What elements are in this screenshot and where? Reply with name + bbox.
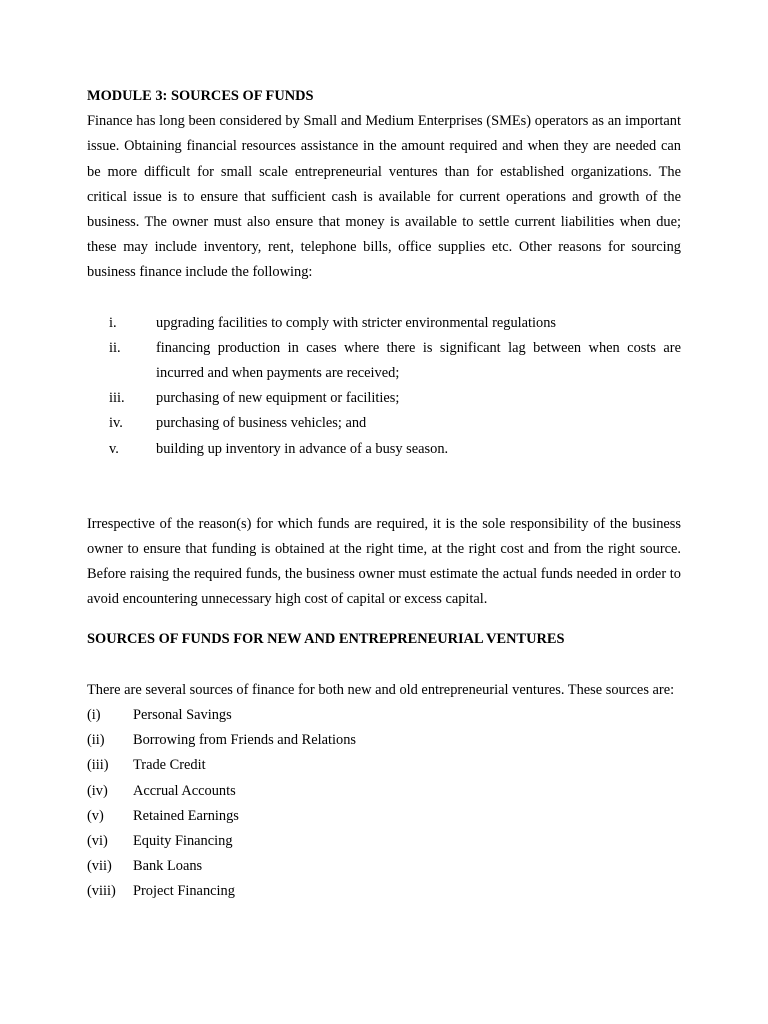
list-item-number: iv. — [109, 415, 123, 432]
spacer — [87, 613, 681, 627]
list-item — [87, 728, 681, 753]
list-item-number: (i) — [87, 707, 101, 724]
list-item — [87, 804, 681, 829]
responsibility-paragraph: Irrespective of the reason(s) for which funds are required, it is the sole responsibility of the business owner to ensure that funding is obtained at the right time, at the right cost and from the right source. Before raising the required funds, the business owner must estimate the actual funds needed in order to avoid encountering unnecessary high cost of capital or excess capital. — [87, 515, 681, 608]
list-item-number: (iii) — [87, 757, 109, 774]
list-item-number: (viii) — [87, 883, 116, 900]
list-item-number: v. — [109, 440, 119, 457]
list-item — [87, 336, 681, 386]
list-item-text: Trade Credit — [133, 757, 206, 774]
list-item-number: (iv) — [87, 782, 108, 799]
list-item-number: (v) — [87, 807, 104, 824]
list-item — [87, 311, 681, 336]
list-item — [87, 854, 681, 879]
list-item-text: financing production in cases where there is significant lag between when costs are incurred and when payments are received; — [156, 339, 681, 382]
spacer — [87, 652, 681, 678]
list-item-text: upgrading facilities to comply with stricter environmental regulations — [156, 314, 557, 331]
section-heading: SOURCES OF FUNDS FOR NEW AND ENTREPRENEURIAL VENTURES — [87, 630, 565, 647]
list-item — [87, 879, 681, 904]
document-page — [87, 84, 681, 905]
intro-paragraph: Finance has long been considered by Small and Medium Enterprises (SMEs) operators as an important issue. Obtaining financial resources assistance in the amount required and when they are needed can be more difficult for small scale entrepreneurial ventures than for established organizations. The critical issue is to ensure that sufficient cash is available for current operations and growth of the business. The owner must also ensure that money is available to settle current liabilities when due; these may include inventory, rent, telephone bills, office supplies etc. Other reasons for sourcing business finance include the following: — [87, 113, 681, 281]
list-item-text: building up inventory in advance of a busy season. — [156, 440, 449, 457]
sources-intro: There are several sources of finance for both new and old entrepreneurial ventures. These sources are: — [87, 681, 675, 698]
list-item-number: (vi) — [87, 833, 108, 850]
list-item-text: Project Financing — [133, 883, 235, 900]
list-item-number: i. — [109, 314, 117, 331]
list-item — [87, 829, 681, 854]
spacer — [87, 462, 681, 512]
list-item — [87, 386, 681, 411]
list-item-number: (vii) — [87, 858, 112, 875]
list-item — [87, 411, 681, 436]
list-item-text: Personal Savings — [133, 707, 232, 724]
module-title: MODULE 3: SOURCES OF FUNDS — [87, 88, 314, 104]
list-item-number: ii. — [109, 339, 121, 356]
list-item-text: Bank Loans — [133, 858, 203, 875]
list-item — [87, 779, 681, 804]
list-item — [87, 753, 681, 778]
list-item-number: (ii) — [87, 732, 105, 749]
list-item-text: Equity Financing — [133, 833, 233, 850]
list-item-text: Borrowing from Friends and Relations — [133, 732, 357, 749]
reasons-list — [87, 311, 681, 462]
list-item-number: iii. — [109, 390, 125, 407]
list-item — [87, 437, 681, 462]
sources-list — [87, 703, 681, 905]
list-item-text: purchasing of new equipment or facilities; — [156, 390, 400, 407]
list-item-text: Accrual Accounts — [133, 782, 236, 799]
list-item-text: purchasing of business vehicles; and — [156, 415, 367, 432]
list-item — [87, 703, 681, 728]
list-item-text: Retained Earnings — [133, 807, 239, 824]
